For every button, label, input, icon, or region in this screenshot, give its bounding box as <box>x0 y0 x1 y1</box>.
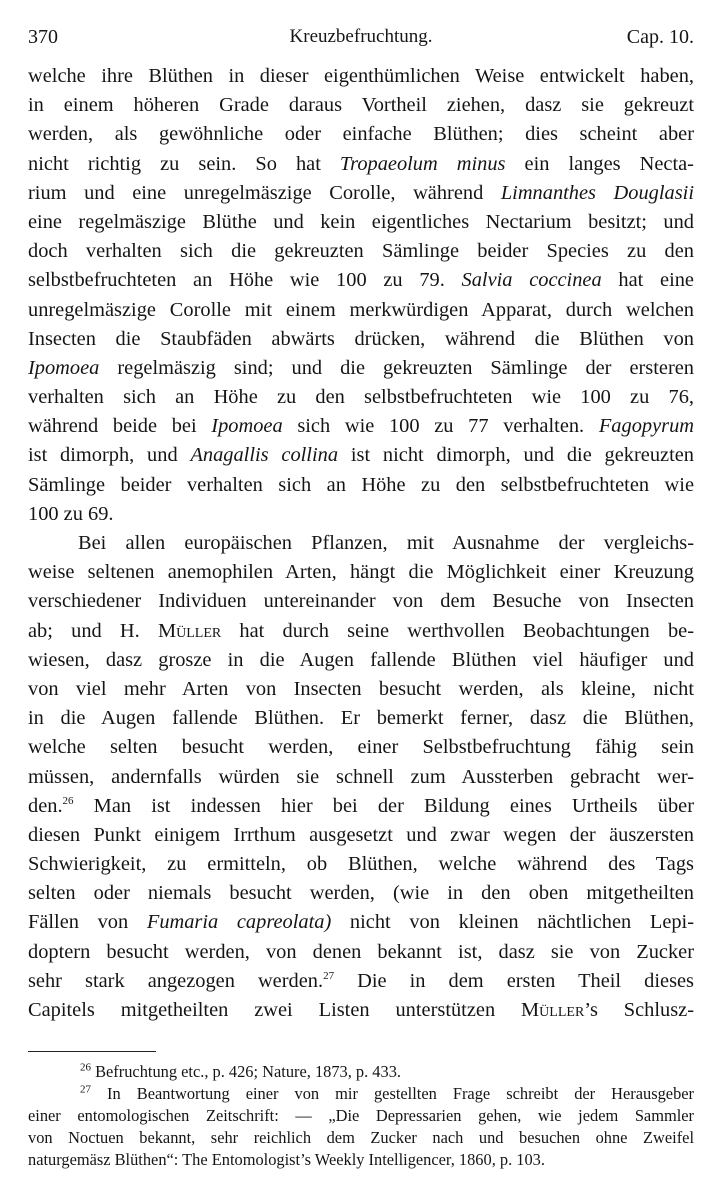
text-line: während beide bei Ipomoea sich wie 100 zu 77 verhalten. Fagopyrum <box>28 415 694 438</box>
footnote-line: naturgemäsz Blüthen“: The Entomologist’s Weekly Intelligencer, 1860, p. 103. <box>28 1150 545 1169</box>
text-line: 100 zu 69. <box>28 502 114 525</box>
page-header <box>28 26 694 56</box>
footnote-number: 27 <box>80 1083 91 1096</box>
species-name: Ipomoea <box>211 415 283 438</box>
text-line: doptern besucht werden, von denen bekannt ist, dasz sie von Zucker <box>28 940 694 963</box>
text-line: wiesen, dasz grosze in die Augen fallende Blüthen viel häufiger und <box>28 648 694 671</box>
text-line: Capitels mitgetheilten zwei Listen unterstützen Müller’s Schlusz- <box>28 999 694 1021</box>
text-line: Schwierigkeit, zu ermitteln, ob Blüthen, welche während des Tags <box>28 853 694 876</box>
species-name: Fumaria capreolata) <box>146 911 332 934</box>
text-line: welche selten besucht werden, einer Selbstbefruchtung fähig sein <box>28 736 694 759</box>
species-name: Limnanthes Douglasii <box>500 181 694 204</box>
paragraph-start-line: Bei allen europäischen Pflanzen, mit Ausnahme der vergleichs- <box>78 532 694 554</box>
footnote-marker: 27 <box>323 970 335 983</box>
text-line: ist dimorph, und Anagallis collina ist nicht dimorph, und die gekreuzten <box>28 444 694 467</box>
footnotes <box>28 1061 694 1171</box>
author-name: Müller <box>521 999 585 1021</box>
text-line: unregelmäszige Corolle mit einem merkwürdigen Apparat, durch welchen <box>28 298 694 321</box>
text-line: den.$^{26}$ Man ist indessen hier bei der Bildung eines Urtheils über <box>28 794 694 817</box>
text-line: in die Augen fallende Blüthen. Er bemerkt ferner, dasz die Blüthen, <box>28 707 694 730</box>
footnote-number: 26 <box>80 1061 91 1074</box>
text-line: selten oder niemals besucht werden, (wie in den oben mitgetheilten <box>28 882 694 905</box>
text-line: selbstbefruchteten an Höhe wie 100 zu 79. Salvia coccinea hat eine <box>28 269 694 292</box>
footnote-marker: 26 <box>62 794 74 807</box>
text-line: müssen, andernfalls würden sie schnell zum Aussterben gebracht wer- <box>28 765 694 788</box>
text-line: sehr stark angezogen werden.$^{27}$ Die in dem ersten Theil dieses <box>28 969 694 992</box>
footnote: $^{26}$ Befruchtung etc., p. 426; Nature, 1873, p. 433. <box>80 1061 401 1081</box>
species-name: Salvia coccinea <box>461 269 602 292</box>
text-line: eine regelmäszige Blüthe und kein eigentliches Nectarium besitzt; und <box>28 210 694 233</box>
running-title: Kreuzbefruchtung. <box>289 26 433 47</box>
author-name: Müller <box>157 619 222 642</box>
text-line: weise seltenen anemophilen Arten, hängt die Möglichkeit einer Kreuzung <box>28 561 694 584</box>
text-line: von viel mehr Arten von Insecten besucht werden, als kleine, nicht <box>28 677 694 700</box>
text-line: doch verhalten sich die gekreuzten Sämlinge beider Species zu den <box>28 240 694 263</box>
text-line: nicht richtig zu sein. So hat Tropaeolum minus ein langes Necta- <box>28 152 694 175</box>
text-line: Fällen von Fumaria capreolata) nicht von kleinen nächtlichen Lepi- <box>28 911 694 934</box>
chapter-label: Cap. 10. <box>626 26 694 48</box>
footnote: $^{27}$ In Beantwortung einer von mir gestellten Frage schreibt der Herausgeber <box>80 1083 694 1103</box>
text-line: werden, als gewöhnliche oder einfache Blüthen; dies scheint aber <box>28 123 694 146</box>
species-name: Tropaeolum minus <box>339 152 506 175</box>
footnote-line: von Noctuen bekannt, sehr reichlich dem Zucker nach und besuchen ohne Zweifel <box>28 1128 694 1147</box>
page-number: 370 <box>28 26 58 48</box>
text-line: in einem höheren Grade daraus Vortheil ziehen, dasz sie gekreuzt <box>28 94 694 117</box>
text-line: rium und eine unregelmäszige Corolle, während Limnanthes Douglasii <box>28 181 694 204</box>
species-name: Ipomoea <box>28 356 100 379</box>
species-name: Fagopyrum <box>598 415 694 438</box>
footnote-divider <box>28 1051 156 1052</box>
text-line: Ipomoea regelmäszig sind; und die gekreuzten Sämlinge der ersteren <box>28 356 694 379</box>
text-line: Insecten die Staubfäden abwärts drücken, während die Blüthen von <box>28 327 694 350</box>
text-line: Sämlinge beider verhalten sich an Höhe zu den selbstbefruchteten wie <box>28 473 694 496</box>
text-line: ab; und H. Müller hat durch seine werthvollen Beobachtungen be- <box>28 619 694 642</box>
text-line: verschiedener Individuen untereinander von dem Besuche von Insecten <box>28 590 694 613</box>
body-text <box>28 62 694 1025</box>
footnote-line: einer entomologischen Zeitschrift: — „Die Depressarien gehen, wie jedem Sammler <box>28 1106 694 1125</box>
species-name: Anagallis collina <box>190 444 339 467</box>
text-line: verhalten sich an Höhe zu den selbstbefruchteten wie 100 zu 76, <box>28 386 694 409</box>
text-line: welche ihre Blüthen in dieser eigenthümlichen Weise entwickelt haben, <box>28 65 694 87</box>
text-line: diesen Punkt einigem Irrthum ausgesetzt und zwar wegen der äuszersten <box>28 823 694 846</box>
